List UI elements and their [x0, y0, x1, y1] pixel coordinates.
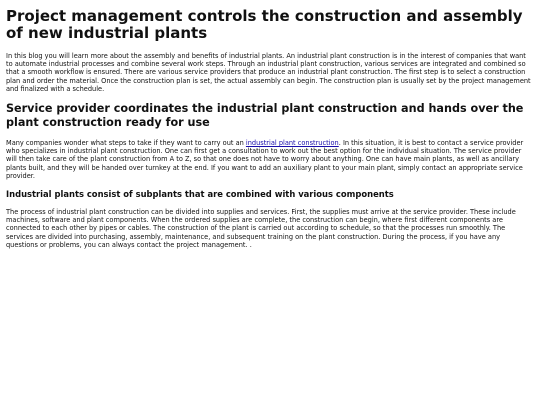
industrial-plant-construction-link[interactable]: industrial plant construction	[245, 139, 339, 148]
section-2-heading: Industrial plants consist of subplants that are combined with various components	[6, 189, 394, 200]
section-1-heading: Service provider coordinates the industrial plant construction and hands over the plant construction ready for use	[6, 102, 524, 130]
section-1-paragraph	[6, 139, 534, 180]
section-1-text-before-link: Many companies wonder what steps to take if they want to carry out an	[6, 139, 246, 148]
intro-paragraph: In this blog you will learn more about the assembly and benefits of industrial plants. An industrial plant construction is in the interest of companies that want to automate industrial processes and combine several work steps. Through an industrial plant construction, various services are integrated and combined so that a smooth workflow is ensured. There are various service providers that produce an industrial plant construction. The first step is to select a construction plan and order the material. Once the construction plan is set, the actual assembly can begin. The construction plan is usually set by the project management and finalized with a schedule.	[6, 52, 531, 93]
page-title: Project management controls the construction and assembly of new industrial plants	[6, 7, 523, 42]
section-2-paragraph: The process of industrial plant construction can be divided into supplies and services. First, the supplies must arrive at the service provider. These include machines, software and plant components. When the ordered supplies are complete, the construction can begin, where first different components are connected to each other by pipes or cables. The construction of the plant is carried out according to schedule, so that the processes run smoothly. The services are divided into purchasing, assembly, maintenance, and subsequent training on the plant construction. During the process, if you have any questions or problems, you can always contact the project management. .	[6, 208, 516, 249]
section-1-text-after-link: . In this situation, it is best to contact a service provider who specializes in industrial plant construction. One can first get a consultation to work out the best option for the individual situation. The service provider will then take care of the plant construction from A to Z, so that one does not have to worry about anything. One can have main plants, as well as ancillary plants built, and they will be handed over turnkey at the end. If you want to add an auxiliary plant to your main plant, simply contact an appropriate service provider.	[6, 139, 524, 180]
